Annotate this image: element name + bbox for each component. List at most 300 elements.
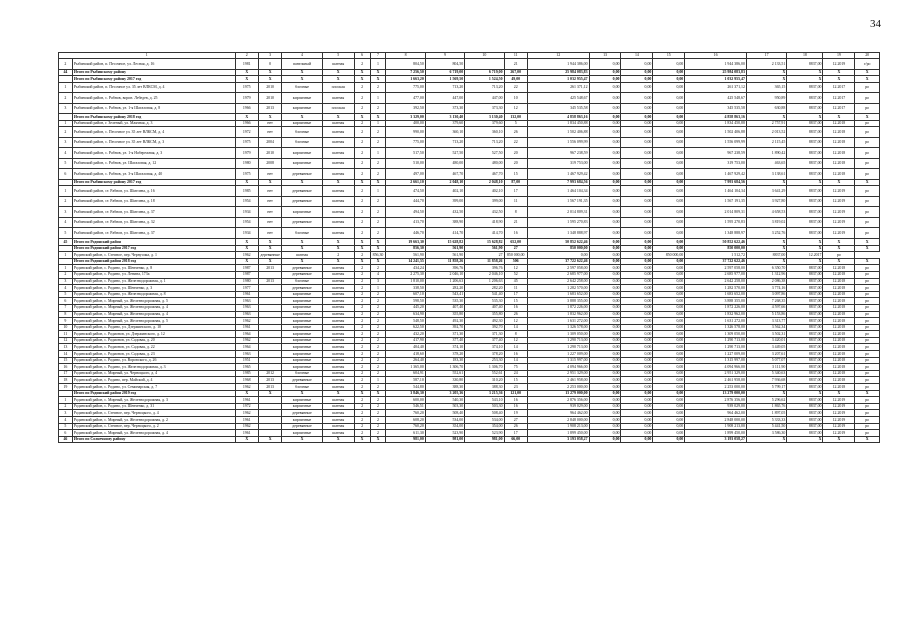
table-cell: ро: [855, 217, 880, 228]
table-cell: 1 569,50: [425, 76, 464, 83]
table-cell: шатная: [322, 137, 354, 148]
table-cell: ро: [855, 324, 880, 331]
table-cell: 3 130,40: [425, 114, 464, 121]
table-cell: кирпичные: [282, 344, 322, 351]
table-cell: 7 993 684,56: [527, 179, 589, 186]
table-cell: 548,50: [386, 318, 425, 325]
table-cell: 2010: [258, 148, 281, 159]
table-cell: 0,00: [653, 357, 685, 364]
table-cell: X: [746, 76, 786, 83]
table-cell: 12.2018: [823, 370, 855, 377]
table-cell: 1964: [235, 344, 258, 351]
table-row: [59, 351, 880, 358]
table-cell: 0,00: [653, 186, 685, 197]
table-cell: 8837,00: [787, 103, 823, 114]
table-cell: 3: [59, 278, 73, 285]
table-cell: 2: [354, 207, 370, 218]
table-cell: 2: [370, 311, 386, 318]
table-cell: 8: [504, 331, 527, 338]
table-cell: кирпичные: [282, 158, 322, 169]
table-cell: 2: [354, 186, 370, 197]
table-cell: 0,00: [621, 93, 653, 104]
table-cell: 15 628,82: [425, 238, 464, 245]
table-row: [59, 344, 880, 351]
table-cell: 1 631 272,00: [527, 318, 589, 325]
table-cell: 399,00: [425, 196, 464, 207]
address-cell: Родинский район, с. Родионов, ул. Садовая, д. 22: [72, 344, 235, 351]
table-row: [59, 252, 880, 259]
table-cell: 5: [59, 228, 73, 239]
table-cell: 75: [504, 364, 527, 371]
table-cell: 2: [354, 217, 370, 228]
table-cell: 0,00: [589, 357, 621, 364]
table-cell: 355,80: [425, 311, 464, 318]
table-cell: 8837,00: [787, 196, 823, 207]
table-cell: 2: [370, 291, 386, 298]
table-row: [59, 403, 880, 410]
table-cell: 1 464 104,34: [527, 186, 589, 197]
table-row: [59, 228, 880, 239]
table-cell: 2: [370, 298, 386, 305]
table-cell: 2004: [258, 137, 281, 148]
table-cell: 0,00: [589, 278, 621, 285]
table-cell: 2: [354, 169, 370, 180]
table-cell: 0,00: [653, 265, 685, 272]
address-cell: Родинский район, с. Мирный, ул. Железнодорожная, д. 4: [72, 304, 235, 311]
table-cell: 402,10: [465, 186, 504, 197]
table-cell: 22: [504, 137, 527, 148]
address-cell: Родинский район, с. Мирный, ул. Черноцкого, д. 4: [72, 370, 235, 377]
table-cell: [258, 304, 281, 311]
table-cell: 12.2019: [823, 430, 855, 437]
table-cell: 49,00: [504, 76, 527, 83]
table-cell: 543,41: [425, 291, 464, 298]
table-cell: 0,00: [621, 103, 653, 114]
table-cell: 1 206,63: [425, 278, 464, 285]
table-cell: шатная: [322, 377, 354, 384]
table-cell: 379,60: [425, 120, 464, 127]
table-cell: 0,00: [653, 331, 685, 338]
table-cell: 0,00: [621, 291, 653, 298]
table-cell: деревянные: [282, 186, 322, 197]
table-cell: X: [282, 179, 322, 186]
table-cell: деревянные: [282, 423, 322, 430]
table-cell: 1 365,00: [386, 364, 425, 371]
table-cell: 8837,00: [787, 311, 823, 318]
table-cell: 20: [504, 148, 527, 159]
table-cell: 0,00: [653, 364, 685, 371]
table-cell: ро: [855, 93, 880, 104]
table-cell: 11: [59, 331, 73, 338]
table-cell: 392,70: [425, 324, 464, 331]
table-cell: 0,00: [589, 265, 621, 272]
table-cell: 8: [59, 311, 73, 318]
table-cell: 0,00: [653, 217, 685, 228]
table-cell: 12.2019: [823, 403, 855, 410]
table-cell: 492,30: [465, 318, 504, 325]
table-cell: 5 153,86: [746, 311, 786, 318]
table-cell: 804,50: [425, 59, 464, 70]
table-cell: блочные: [282, 82, 322, 93]
table-cell: 1 464 104,34: [685, 186, 747, 197]
table-cell: ро: [855, 265, 880, 272]
address-cell: Родинский район, с. Родино, ул. Семинарская, д. 7: [72, 384, 235, 391]
header-cell: 2: [235, 53, 258, 59]
table-cell: X: [354, 436, 370, 443]
table-cell: деревянные: [282, 410, 322, 417]
table-cell: блочные: [282, 228, 322, 239]
table-cell: плоская: [322, 103, 354, 114]
table-cell: 434,24: [386, 265, 425, 272]
subtotal-row: [59, 179, 880, 186]
table-cell: 0,00: [589, 436, 621, 443]
table-cell: 0,00: [589, 158, 621, 169]
table-cell: X: [235, 390, 258, 397]
table-cell: 2: [370, 417, 386, 424]
table-cell: 1954: [235, 217, 258, 228]
table-cell: 12.2019: [823, 207, 855, 218]
table-cell: X: [855, 114, 880, 121]
table-cell: кирпичные: [282, 397, 322, 404]
table-row: [59, 357, 880, 364]
table-cell: X: [322, 76, 354, 83]
table-cell: 1 631 272,00: [685, 318, 747, 325]
address-cell: Рыбинский район, с. Рабнов, ул. 3-я Шагаловая, д. 40: [72, 169, 235, 180]
table-cell: X: [746, 245, 786, 252]
table-cell: 50 852 622,46: [527, 238, 589, 245]
table-cell: X: [787, 114, 823, 121]
table-cell: 1 810,00: [386, 278, 425, 285]
table-cell: 964 462,00: [685, 410, 747, 417]
table-cell: X: [322, 179, 354, 186]
table-cell: шатная: [322, 344, 354, 351]
table-cell: 2: [354, 158, 370, 169]
table-cell: [258, 397, 281, 404]
address-cell: Родинский район, с. Родино, ул. Железнодорожная, д. 1: [72, 278, 235, 285]
table-cell: 850 000,00: [527, 245, 589, 252]
table-cell: 11 858,26: [465, 258, 504, 265]
table-cell: 2: [354, 120, 370, 127]
table-cell: 1961: [235, 291, 258, 298]
header-cell: 1: [59, 53, 236, 59]
table-cell: 414,70: [425, 228, 464, 239]
table-cell: [258, 311, 281, 318]
table-cell: 25 984 083,83: [685, 69, 747, 76]
table-cell: [258, 324, 281, 331]
header-cell: 6: [354, 53, 370, 59]
table-cell: X: [370, 245, 386, 252]
table-cell: 1 315 997,00: [527, 357, 589, 364]
table-cell: 760,20: [386, 423, 425, 430]
table-cell: 1977: [235, 285, 258, 292]
header-cell: 12: [527, 53, 589, 59]
table-cell: 2010: [258, 93, 281, 104]
table-cell: 0,00: [589, 304, 621, 311]
table-cell: 1 944 386,00: [685, 59, 747, 70]
table-cell: 7 936,68: [746, 377, 786, 384]
table-cell: 492,30: [425, 318, 464, 325]
table-cell: 2 115,45: [746, 137, 786, 148]
table-cell: 775,00: [386, 137, 425, 148]
table-cell: 16: [504, 403, 527, 410]
address-cell: Итого по Рыбинскому району 2017 год: [72, 179, 235, 186]
table-cell: 1 502 406,88: [685, 127, 747, 138]
table-cell: 14 241,55: [386, 258, 425, 265]
address-cell: Рыбинский район, ст. Рабнов, ул. Шмелева, д. 37: [72, 207, 235, 218]
table-cell: 1966: [235, 103, 258, 114]
table-cell: 2: [370, 397, 386, 404]
table-cell: 0,00: [653, 82, 685, 93]
table-cell: 0,00: [589, 76, 621, 83]
table-cell: 3 205,36: [425, 390, 464, 397]
table-cell: 0,00: [589, 258, 621, 265]
table-cell: 1963: [235, 298, 258, 305]
table-cell: X: [370, 114, 386, 121]
table-cell: блочные: [282, 370, 322, 377]
table-cell: 0,00: [653, 169, 685, 180]
table-cell: 17: [504, 430, 527, 437]
table-cell: [59, 245, 73, 252]
table-cell: 1979: [235, 93, 258, 104]
header-cell: 3: [258, 53, 281, 59]
table-cell: [258, 298, 281, 305]
table-cell: 360,10: [425, 127, 464, 138]
table-cell: X: [787, 390, 823, 397]
table-cell: 2010: [258, 82, 281, 93]
table-cell: 3 130,40: [465, 114, 504, 121]
table-cell: 2: [354, 93, 370, 104]
table-cell: 402,10: [425, 186, 464, 197]
table-cell: 413,70: [386, 217, 425, 228]
table-cell: 0,00: [621, 148, 653, 159]
table-cell: 981,00: [386, 436, 425, 443]
table-cell: 0,00: [621, 344, 653, 351]
table-cell: 3 215,36: [465, 390, 504, 397]
table-cell: 1: [370, 285, 386, 292]
table-cell: шатная: [322, 207, 354, 218]
table-cell: 0,00: [653, 337, 685, 344]
table-cell: 1: [370, 148, 386, 159]
table-row: [59, 324, 880, 331]
table-cell: X: [855, 179, 880, 186]
table-cell: 2 597 058,00: [685, 265, 747, 272]
table-cell: 1 306,70: [425, 364, 464, 371]
header-cell: 14: [621, 53, 653, 59]
table-cell: 8837,00: [787, 158, 823, 169]
address-cell: Рыбинский район, п. Песочное, ул. Лесная, д. 16: [72, 59, 235, 70]
table-cell: ро: [855, 318, 880, 325]
subtotal-row: [59, 114, 880, 121]
address-cell: Рыбинский район, с. Песочное ул. 35 лет ВЛКСМ, д. 3: [72, 137, 235, 148]
table-cell: ро: [855, 357, 880, 364]
table-cell: 527,50: [465, 148, 504, 159]
table-cell: 12: [504, 337, 527, 344]
table-cell: 16: [504, 397, 527, 404]
table-cell: 4: [370, 271, 386, 278]
header-cell: 10: [465, 53, 504, 59]
table-cell: 12: [59, 337, 73, 344]
table-cell: 8837,00: [787, 207, 823, 218]
table-cell: 121,00: [504, 390, 527, 397]
table-cell: [258, 331, 281, 338]
table-cell: [258, 403, 281, 410]
table-cell: 506: [504, 258, 527, 265]
table-cell: 1 663,20: [386, 76, 425, 83]
table-cell: 0,00: [589, 384, 621, 391]
table-cell: 4: [59, 417, 73, 424]
address-cell: Рыбинский район, г. Зеленый, ул. Маячная, д. 3: [72, 120, 235, 127]
table-cell: 0,00: [653, 291, 685, 298]
table-cell: шатная: [322, 265, 354, 272]
table-cell: 14: [504, 344, 527, 351]
table-cell: шатная: [322, 370, 354, 377]
table-cell: ро: [855, 351, 880, 358]
table-cell: 0,00: [621, 311, 653, 318]
table-cell: 5: [59, 423, 73, 430]
table-cell: шатная: [322, 278, 354, 285]
table-cell: 3: [59, 103, 73, 114]
table-cell: 374,10: [425, 344, 464, 351]
table-cell: 2: [354, 298, 370, 305]
table-cell: 1 282 570,00: [685, 285, 747, 292]
table-cell: 19: [59, 384, 73, 391]
table-cell: 8837,00: [787, 127, 823, 138]
table-cell: 634,90: [386, 311, 425, 318]
table-cell: 12.2018: [823, 357, 855, 364]
table-cell: X: [746, 238, 786, 245]
table-cell: 1: [370, 93, 386, 104]
table-cell: 0,00: [653, 137, 685, 148]
table-cell: 2: [354, 103, 370, 114]
table-cell: 1: [370, 120, 386, 127]
address-cell: Родинский район, с. Мирный, ул. Железнодорожная, д. 4: [72, 311, 235, 318]
table-cell: [258, 410, 281, 417]
table-cell: 447,00: [465, 93, 504, 104]
table-cell: 11: [504, 285, 527, 292]
table-cell: 377,40: [425, 337, 464, 344]
table-cell: шатная: [322, 228, 354, 239]
table-cell: 480,00: [465, 158, 504, 169]
table-cell: 447,00: [425, 93, 464, 104]
table-cell: 373,30: [465, 103, 504, 114]
table-cell: 2 597 058,00: [527, 265, 589, 272]
table-cell: 7 268,35: [746, 298, 786, 305]
table-cell: 2012: [258, 370, 281, 377]
table-cell: 0,00: [589, 148, 621, 159]
table-cell: 561,90: [425, 245, 464, 252]
table-cell: 0,00: [621, 357, 653, 364]
table-cell: 497,00: [386, 169, 425, 180]
table-cell: 981,00: [465, 436, 504, 443]
table-cell: 379,60: [465, 120, 504, 127]
table-cell: 2: [370, 228, 386, 239]
table-cell: 604,91: [386, 370, 425, 377]
table-cell: 17: [59, 370, 73, 377]
table-cell: плоская: [322, 82, 354, 93]
table-cell: 0,00: [653, 207, 685, 218]
table-cell: 4 597,66: [746, 304, 786, 311]
table-cell: X: [322, 436, 354, 443]
table-cell: 5 340,63: [746, 370, 786, 377]
table-cell: 1961: [235, 417, 258, 424]
table-cell: 467,70: [425, 169, 464, 180]
table-cell: 1 899 450,00: [527, 430, 589, 437]
table-cell: 1 467 929,42: [527, 169, 589, 180]
table-cell: 3 207,61: [746, 351, 786, 358]
table-cell: шатная: [322, 93, 354, 104]
table-cell: 15: [59, 357, 73, 364]
table-cell: 1934: [235, 207, 258, 218]
table-cell: шатная: [322, 304, 354, 311]
table-cell: 0,00: [589, 377, 621, 384]
table-cell: 850 000,00: [504, 252, 527, 259]
table-row: [59, 217, 880, 228]
table-cell: деревянные: [282, 196, 322, 207]
table-cell: 3 641,29: [746, 186, 786, 197]
table-cell: 3: [59, 207, 73, 218]
table-cell: кирпичные: [282, 120, 322, 127]
table-cell: 990,00: [386, 127, 425, 138]
table-cell: 12.2017: [823, 93, 855, 104]
table-cell: 4 858 863,16: [685, 114, 747, 121]
table-cell: 5 077,07: [746, 357, 786, 364]
table-cell: 540,30: [425, 397, 464, 404]
table-cell: 0,00: [589, 127, 621, 138]
table-cell: 0,00: [653, 311, 685, 318]
table-cell: 14: [504, 324, 527, 331]
table-cell: блочные: [282, 127, 322, 138]
table-cell: шатная: [322, 430, 354, 437]
header-cell: 16: [685, 53, 747, 59]
table-cell: 2013: [258, 278, 281, 285]
address-cell: Родинский район, с. Родино, ул. Шевченко, д. 3: [72, 285, 235, 292]
table-cell: 2: [354, 196, 370, 207]
table-cell: 12.2018: [823, 344, 855, 351]
table-cell: 0,00: [589, 410, 621, 417]
table-cell: X: [322, 69, 354, 76]
table-cell: X: [787, 238, 823, 245]
table-cell: шатная: [322, 351, 354, 358]
table-cell: 24: [504, 370, 527, 377]
table-cell: 7 993 684,56: [685, 179, 747, 186]
table-cell: 1: [59, 265, 73, 272]
table-cell: 0,00: [621, 278, 653, 285]
table-cell: 446,70: [386, 228, 425, 239]
table-cell: 253,30: [465, 357, 504, 364]
table-cell: ро: [855, 285, 880, 292]
table-cell: X: [746, 179, 786, 186]
table-cell: 6: [59, 169, 73, 180]
table-cell: 0,00: [589, 228, 621, 239]
table-cell: 16: [504, 228, 527, 239]
table-cell: 1 290 713,00: [527, 344, 589, 351]
table-cell: 0,00: [653, 179, 685, 186]
table-cell: 950,89: [746, 93, 786, 104]
table-cell: 1 556 099,99: [527, 137, 589, 148]
table-cell: 12.2019: [823, 217, 855, 228]
table-cell: 534,00: [425, 417, 464, 424]
table-cell: 345 535,58: [527, 103, 589, 114]
table-cell: 400,00: [386, 120, 425, 127]
table-cell: 2 848 000,00: [527, 417, 589, 424]
table-cell: X: [258, 179, 281, 186]
table-cell: 8837,00: [787, 186, 823, 197]
table-cell: 2 461 958,00: [685, 377, 747, 384]
address-cell: Родинский район, с. Мирный, ул. Железнодорожная, д. 5: [72, 298, 235, 305]
table-cell: 432,20: [386, 331, 425, 338]
table-cell: [59, 390, 73, 397]
table-cell: 20: [504, 158, 527, 169]
